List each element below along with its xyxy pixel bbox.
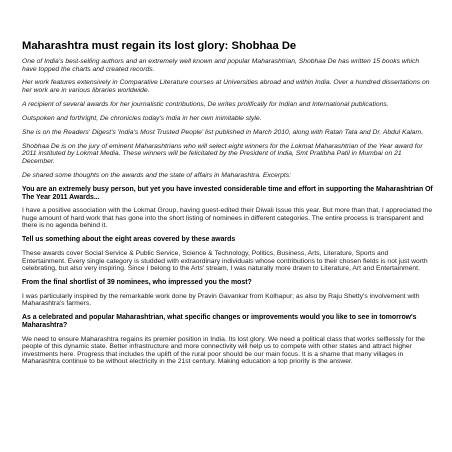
intro-paragraph: A recipient of several awards for her journalistic contributions, De writes prolifically for Indian and International publications. [22,100,389,108]
interview-question: Tell us something about the eight areas covered by these awards [22,236,236,244]
intro-paragraph: She is on the Readers' Digest's 'India's Most Trusted People' list published in March 2010, along with Ratan Tata and Dr. Abdul Kalam. [22,128,424,136]
interview-answer: I have a positive association with the Lokmat Group, having guest-edited their Diwali Issue this year. But more than that, I appreciated the huge amount of hard work that has gone into the short listing of nominees in different categories. The entire process is transparent and there is no agenda behind it. [22,207,433,230]
intro-paragraph: One of India's best-selling authors and an extremely well known and popular Maharashtrian, Shobhaa De has written 15 books which have topped the charts and created records. [22,58,420,73]
interview-question: From the final shortlist of 39 nominees, who impressed you the most? [22,279,252,287]
intro-paragraph: Shobhaa De is on the jury of eminent Maharashtrians who will select eight winners for the Lokmat Maharashtrian of the Year award for 2011 instituted by Lokmat Media. These winners will be felicitated by the President of India, Smt Pratibha Patil in Mumbai on 21 December. [22,142,423,165]
interview-question: You are an extremely busy person, but yet you have invested considerable time and effort in supporting the Maharashtrian Of The Year 2011 Awards... [22,185,433,201]
interview-answer: These awards cover Social Service & Public Service, Science & Technology, Politics, Business, Arts, Literature, Sports and Entertainment. Every single category is studded with extraordinary individuals whose contributions to their chosen fields is not just worth celebrating, but also very inspiring. Since I belong to the Arts' stream, I was naturally more drawn to Literature, Art and Entertainment. [22,250,428,273]
interview-answer: I was particularly inspired by the remarkable work done by Pravin Gavankar from Kolhapur; as also by Raju Shetty's involvement with Maharashtra's farmers. [22,292,420,308]
interview-question: As a celebrated and popular Maharashtrian, what specific changes or improvements would you like to see in tomorrow's Maharashtra? [22,314,417,330]
intro-paragraph: Outspoken and forthright, De chronicles today's India in her own inimitable style. [22,114,262,122]
intro-paragraph: De shared some thoughts on the awards and the state of affairs in Maharashtra. Excerpts: [22,171,292,179]
intro-paragraph: Her work features extensively in Comparative Literature courses at Universities abroad and within India. Over a hundred dissertations on her work are in various libraries worldwide. [22,79,430,95]
interview-answer: We need to ensure Maharashtra regains its premier position in India. Its lost glory. We need a political class that works selflessly for the people of this dynamic state. Better infrastructure and more connectivity will help us to compete with other states and attract higher investments here. Progress that includes the uplift of the rural poor should be our main focus. It is a shame that many villages in Maharashtra continue to be without electricity in the 21st century. Making education a top priority is the answer. [22,335,425,366]
article-title: Maharashtra must regain its lost glory: Shobhaa De [22,40,297,52]
article [22,40,434,372]
